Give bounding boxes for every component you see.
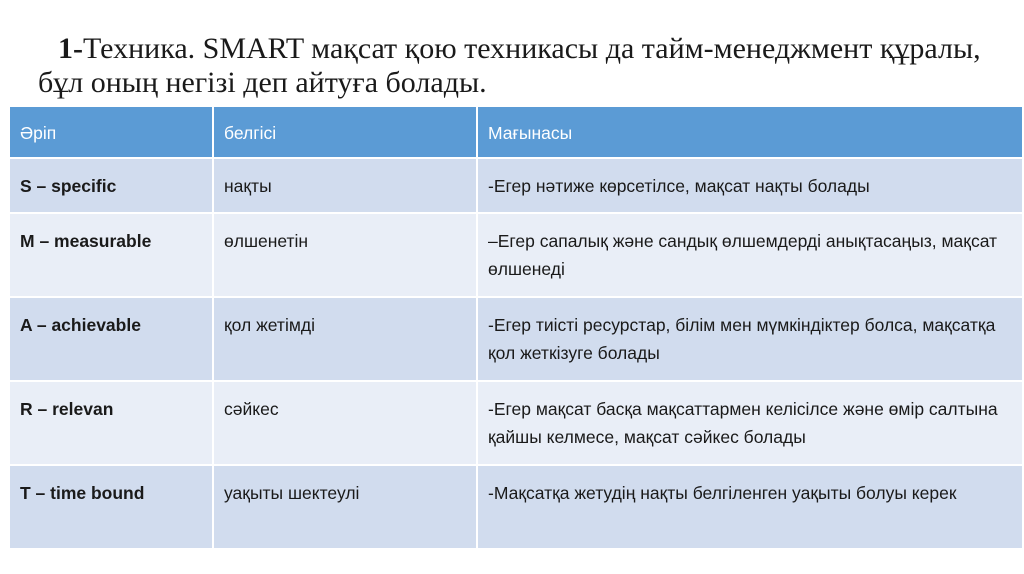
row-meaning: -Егер тиісті ресурстар, білім мен мүмкіндіктер болса, мақсатқа қол жеткізуге болады bbox=[477, 297, 1023, 381]
row-meaning: -Мақсатқа жетудің нақты белгіленген уақыты болуы керек bbox=[477, 465, 1023, 549]
row-letter: S – specific bbox=[9, 158, 213, 213]
row-meaning: -Егер нәтиже көрсетілсе, мақсат нақты болады bbox=[477, 158, 1023, 213]
table-row bbox=[9, 381, 1023, 465]
row-letter: R – relevan bbox=[9, 381, 213, 465]
header-sign: белгісі bbox=[213, 106, 477, 158]
table-row bbox=[9, 297, 1023, 381]
row-letter: A – achievable bbox=[9, 297, 213, 381]
row-sign: сәйкес bbox=[213, 381, 477, 465]
row-sign: уақыты шектеулі bbox=[213, 465, 477, 549]
row-sign: өлшенетін bbox=[213, 213, 477, 297]
title-number: 1- bbox=[58, 32, 83, 65]
slide-title bbox=[38, 32, 998, 100]
header-letter: Әріп bbox=[9, 106, 213, 158]
smart-table bbox=[8, 105, 1024, 550]
table-row bbox=[9, 465, 1023, 549]
title-text: Техника. SMART мақсат қою техникасы да тайм-менеджмент құралы, бұл оның негізі деп айтуға болады. bbox=[38, 32, 981, 99]
table-row bbox=[9, 213, 1023, 297]
row-letter: M – measurable bbox=[9, 213, 213, 297]
row-sign: қол жетімді bbox=[213, 297, 477, 381]
header-meaning: Мағынасы bbox=[477, 106, 1023, 158]
row-letter: T – time bound bbox=[9, 465, 213, 549]
table-header-row bbox=[9, 106, 1023, 158]
table-row bbox=[9, 158, 1023, 213]
row-sign: нақты bbox=[213, 158, 477, 213]
row-meaning: –Егер сапалық және сандық өлшемдерді анықтасаңыз, мақсат өлшенеді bbox=[477, 213, 1023, 297]
row-meaning: -Егер мақсат басқа мақсаттармен келісілсе және өмір салтына қайшы келмесе, мақсат сәйкес болады bbox=[477, 381, 1023, 465]
